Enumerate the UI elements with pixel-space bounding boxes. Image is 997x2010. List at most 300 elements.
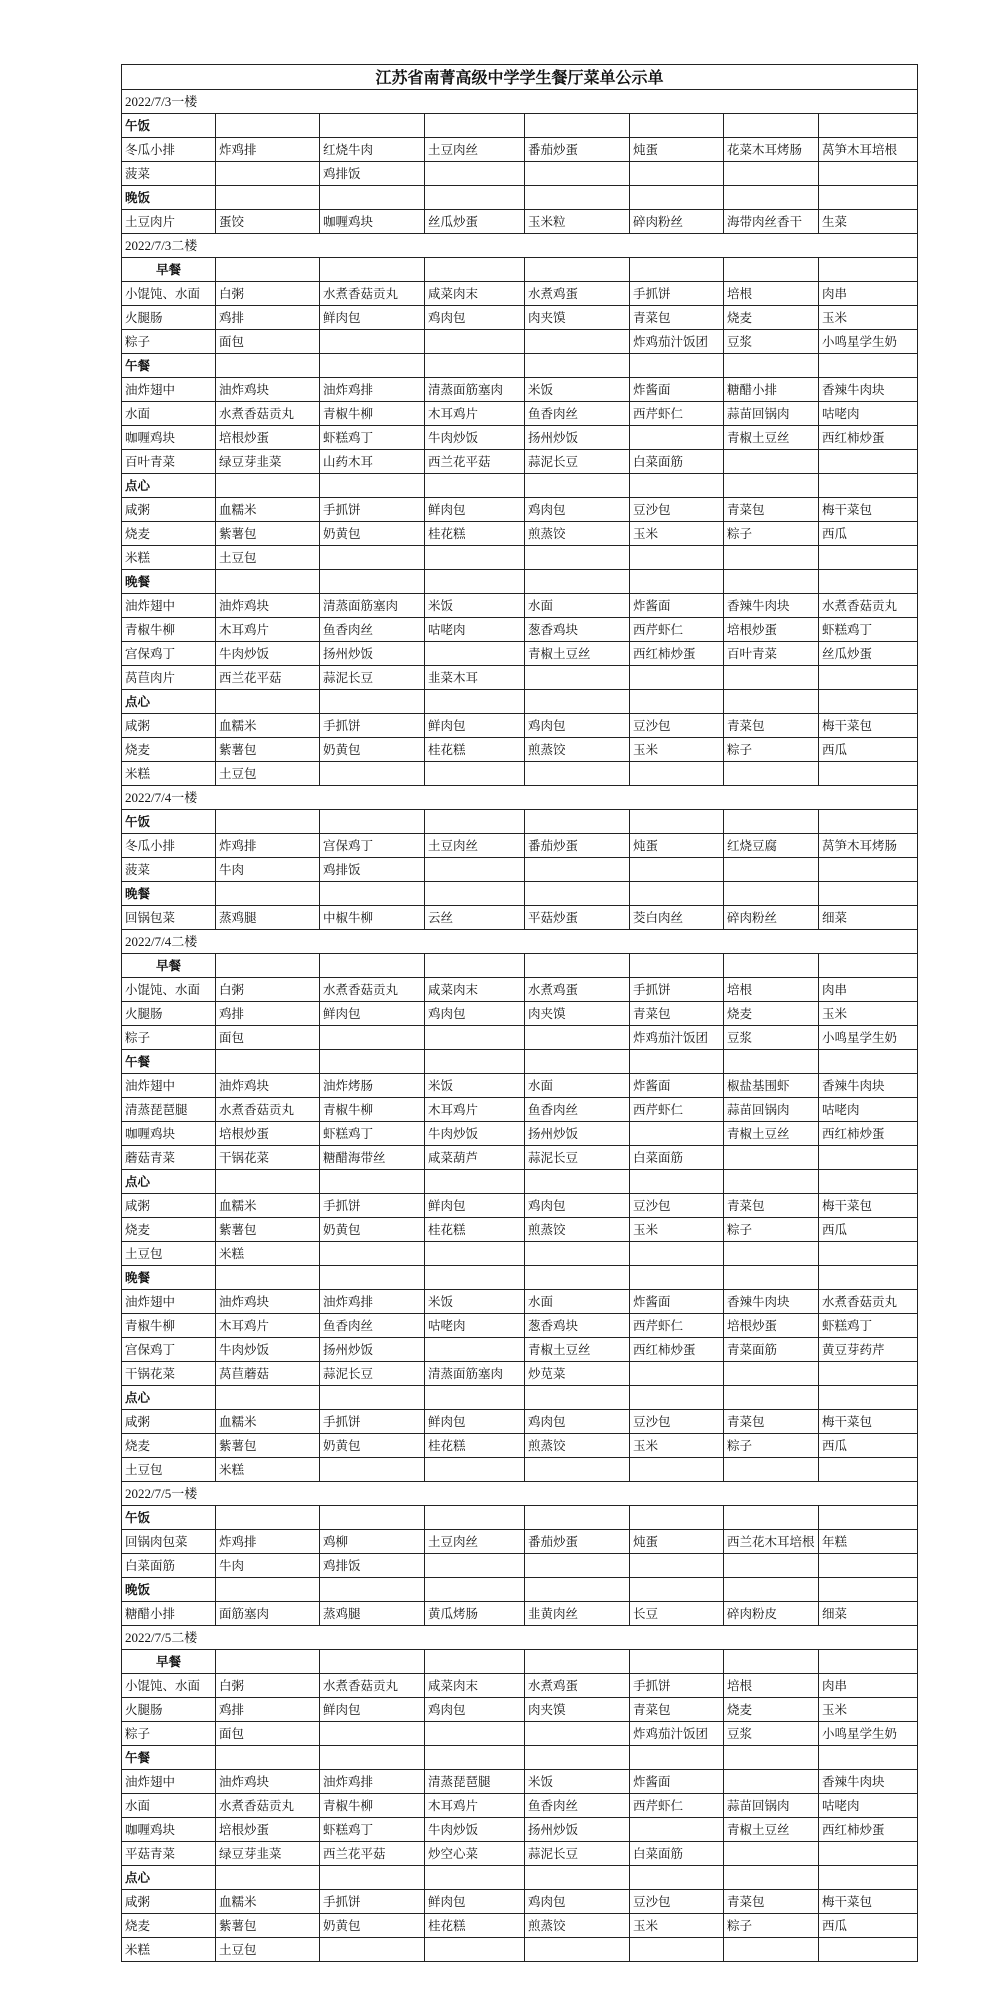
empty-cell xyxy=(724,1578,819,1602)
dish-cell: 蒜泥长豆 xyxy=(525,450,630,474)
meal-header-row xyxy=(122,354,918,378)
dish-cell: 鸡柳 xyxy=(320,1530,425,1554)
dish-cell xyxy=(819,1146,918,1170)
dish-cell: 油炸烤肠 xyxy=(320,1074,425,1098)
dish-cell: 水煮香菇贡丸 xyxy=(216,402,320,426)
dish-cell: 中椒牛柳 xyxy=(320,906,425,930)
dish-cell: 蘑菇青菜 xyxy=(122,1146,216,1170)
dish-cell xyxy=(819,858,918,882)
dish-cell xyxy=(724,1554,819,1578)
dish-cell: 米糕 xyxy=(122,546,216,570)
meal-label: 早餐 xyxy=(122,258,216,282)
dish-cell: 紫薯包 xyxy=(216,738,320,762)
dish-cell: 油炸翅中 xyxy=(122,1770,216,1794)
dish-cell: 云丝 xyxy=(425,906,525,930)
dish-cell: 细菜 xyxy=(819,906,918,930)
dish-cell: 炸鸡排 xyxy=(216,1530,320,1554)
meal-header-row xyxy=(122,186,918,210)
dish-cell: 牛肉炒饭 xyxy=(216,1338,320,1362)
dish-row xyxy=(122,714,918,738)
dish-cell: 青菜包 xyxy=(724,1194,819,1218)
empty-cell xyxy=(425,1578,525,1602)
dish-cell: 青椒土豆丝 xyxy=(724,426,819,450)
empty-cell xyxy=(216,1650,320,1674)
empty-cell xyxy=(216,690,320,714)
dish-cell: 火腿肠 xyxy=(122,306,216,330)
dish-cell: 青菜包 xyxy=(724,714,819,738)
meal-header-row xyxy=(122,690,918,714)
empty-cell xyxy=(819,1866,918,1890)
meal-label: 晚餐 xyxy=(122,1266,216,1290)
dish-cell: 西芹虾仁 xyxy=(630,1794,724,1818)
empty-cell xyxy=(425,1746,525,1770)
empty-cell xyxy=(525,570,630,594)
dish-cell: 鸡肉包 xyxy=(425,1698,525,1722)
dish-cell: 油炸翅中 xyxy=(122,378,216,402)
dish-cell: 蒜泥长豆 xyxy=(525,1842,630,1866)
dish-cell: 肉夹馍 xyxy=(525,1698,630,1722)
dish-cell xyxy=(525,162,630,186)
meal-label: 点心 xyxy=(122,1170,216,1194)
dish-row xyxy=(122,1194,918,1218)
dish-cell: 白菜面筋 xyxy=(122,1554,216,1578)
dish-cell xyxy=(819,450,918,474)
dish-cell: 宫保鸡丁 xyxy=(122,1338,216,1362)
dish-cell: 烧麦 xyxy=(122,1914,216,1938)
dish-cell: 扬州炒饭 xyxy=(320,642,425,666)
dish-cell xyxy=(724,666,819,690)
dish-cell: 西瓜 xyxy=(819,738,918,762)
dish-row xyxy=(122,1434,918,1458)
dish-cell: 水煮鸡蛋 xyxy=(525,978,630,1002)
dish-cell: 蒸鸡腿 xyxy=(216,906,320,930)
dish-cell: 西兰花木耳培根 xyxy=(724,1530,819,1554)
dish-cell xyxy=(630,858,724,882)
empty-cell xyxy=(320,474,425,498)
dish-row xyxy=(122,402,918,426)
dish-cell xyxy=(425,858,525,882)
meal-header-row xyxy=(122,474,918,498)
empty-cell xyxy=(630,690,724,714)
dish-row xyxy=(122,1002,918,1026)
dish-cell: 扬州炒饭 xyxy=(525,426,630,450)
empty-cell xyxy=(724,570,819,594)
dish-row xyxy=(122,1722,918,1746)
empty-cell xyxy=(819,954,918,978)
empty-cell xyxy=(525,1506,630,1530)
dish-cell: 粽子 xyxy=(724,1914,819,1938)
dish-row xyxy=(122,1842,918,1866)
empty-cell xyxy=(819,1386,918,1410)
meal-header-row xyxy=(122,1050,918,1074)
dish-cell: 咸菜葫芦 xyxy=(425,1146,525,1170)
dish-row xyxy=(122,1698,918,1722)
dish-cell: 煎蒸饺 xyxy=(525,522,630,546)
dish-row xyxy=(122,738,918,762)
dish-cell: 糖醋海带丝 xyxy=(320,1146,425,1170)
dish-cell: 木耳鸡片 xyxy=(425,402,525,426)
dish-cell: 桂花糕 xyxy=(425,738,525,762)
empty-cell xyxy=(320,354,425,378)
dish-cell xyxy=(525,1242,630,1266)
empty-cell xyxy=(724,1746,819,1770)
dish-cell: 西芹虾仁 xyxy=(630,1314,724,1338)
dish-cell: 手抓饼 xyxy=(320,1194,425,1218)
empty-cell xyxy=(216,1578,320,1602)
dish-row xyxy=(122,282,918,306)
dish-row xyxy=(122,642,918,666)
dish-cell: 血糯米 xyxy=(216,1410,320,1434)
dish-cell: 绿豆芽韭菜 xyxy=(216,1842,320,1866)
dish-cell: 青椒土豆丝 xyxy=(724,1122,819,1146)
empty-cell xyxy=(819,690,918,714)
dish-cell: 炸酱面 xyxy=(630,1074,724,1098)
dish-cell: 鱼香肉丝 xyxy=(320,1314,425,1338)
dish-cell xyxy=(724,762,819,786)
empty-cell xyxy=(724,1266,819,1290)
dish-row xyxy=(122,1290,918,1314)
dish-cell: 宫保鸡丁 xyxy=(122,642,216,666)
dish-row xyxy=(122,1458,918,1482)
dish-cell: 炸鸡排 xyxy=(216,138,320,162)
empty-cell xyxy=(630,1386,724,1410)
section-date-floor: 2022/7/5一楼 xyxy=(122,1482,918,1506)
dish-cell: 青菜包 xyxy=(630,1698,724,1722)
dish-cell xyxy=(425,1722,525,1746)
dish-cell xyxy=(630,1122,724,1146)
dish-cell xyxy=(320,1242,425,1266)
dish-cell: 水面 xyxy=(122,402,216,426)
dish-cell: 蒜苗回锅肉 xyxy=(724,402,819,426)
dish-cell: 玉米 xyxy=(630,1434,724,1458)
empty-cell xyxy=(630,114,724,138)
empty-cell xyxy=(630,1650,724,1674)
dish-row xyxy=(122,1218,918,1242)
dish-cell: 油炸鸡排 xyxy=(320,1770,425,1794)
meal-label: 晚餐 xyxy=(122,882,216,906)
dish-cell: 鲜肉包 xyxy=(320,306,425,330)
dish-row xyxy=(122,162,918,186)
empty-cell xyxy=(320,1650,425,1674)
dish-cell: 青椒土豆丝 xyxy=(724,1818,819,1842)
dish-cell xyxy=(425,546,525,570)
empty-cell xyxy=(320,1506,425,1530)
dish-cell: 细菜 xyxy=(819,1602,918,1626)
dish-cell: 桂花糕 xyxy=(425,1434,525,1458)
empty-cell xyxy=(724,1506,819,1530)
dish-cell: 炖蛋 xyxy=(630,834,724,858)
dish-cell: 鸡肉包 xyxy=(525,498,630,522)
meal-label: 晚饭 xyxy=(122,1578,216,1602)
dish-cell: 鸡肉包 xyxy=(525,1194,630,1218)
dish-row xyxy=(122,1602,918,1626)
dish-cell: 手抓饼 xyxy=(320,1410,425,1434)
meal-label: 午餐 xyxy=(122,1746,216,1770)
empty-cell xyxy=(525,882,630,906)
dish-cell: 水煮香菇贡丸 xyxy=(819,1290,918,1314)
dish-cell: 油炸鸡块 xyxy=(216,378,320,402)
dish-cell: 米饭 xyxy=(425,594,525,618)
dish-cell: 油炸翅中 xyxy=(122,1074,216,1098)
dish-cell xyxy=(630,1242,724,1266)
empty-cell xyxy=(425,1170,525,1194)
meal-label: 早餐 xyxy=(122,954,216,978)
dish-cell: 水面 xyxy=(525,1074,630,1098)
dish-cell: 土豆肉丝 xyxy=(425,138,525,162)
empty-cell xyxy=(630,1506,724,1530)
dish-row xyxy=(122,450,918,474)
dish-cell: 土豆肉丝 xyxy=(425,834,525,858)
dish-row xyxy=(122,498,918,522)
dish-cell: 水煮鸡蛋 xyxy=(525,282,630,306)
dish-cell xyxy=(819,1842,918,1866)
dish-cell: 牛肉炒饭 xyxy=(425,426,525,450)
dish-cell: 面包 xyxy=(216,1026,320,1050)
dish-cell: 烧麦 xyxy=(122,1218,216,1242)
empty-cell xyxy=(525,1578,630,1602)
dish-cell: 鸡肉包 xyxy=(425,1002,525,1026)
empty-cell xyxy=(320,258,425,282)
empty-cell xyxy=(320,570,425,594)
dish-cell: 小馄饨、水面 xyxy=(122,1674,216,1698)
dish-cell xyxy=(724,162,819,186)
dish-cell: 手抓饼 xyxy=(320,1890,425,1914)
empty-cell xyxy=(525,954,630,978)
dish-cell: 西兰花平菇 xyxy=(320,1842,425,1866)
dish-cell xyxy=(819,762,918,786)
dish-cell: 红烧牛肉 xyxy=(320,138,425,162)
dish-cell xyxy=(320,330,425,354)
dish-cell: 木耳鸡片 xyxy=(425,1794,525,1818)
dish-cell: 煎蒸饺 xyxy=(525,1914,630,1938)
dish-cell: 冬瓜小排 xyxy=(122,834,216,858)
dish-cell: 白菜面筋 xyxy=(630,1146,724,1170)
dish-cell: 手抓饼 xyxy=(630,282,724,306)
empty-cell xyxy=(819,1506,918,1530)
dish-cell: 桂花糕 xyxy=(425,1218,525,1242)
dish-cell: 菠菜 xyxy=(122,162,216,186)
empty-cell xyxy=(216,570,320,594)
dish-cell xyxy=(819,1458,918,1482)
dish-cell: 炖蛋 xyxy=(630,1530,724,1554)
dish-cell: 扬州炒饭 xyxy=(320,1338,425,1362)
dish-cell xyxy=(425,762,525,786)
empty-cell xyxy=(819,1578,918,1602)
dish-cell: 番茄炒蛋 xyxy=(525,1530,630,1554)
empty-cell xyxy=(425,186,525,210)
empty-cell xyxy=(320,1050,425,1074)
dish-cell: 青菜包 xyxy=(724,498,819,522)
dish-cell: 炸鸡茄汁饭团 xyxy=(630,1722,724,1746)
dish-cell: 西红柿炒蛋 xyxy=(630,1338,724,1362)
empty-cell xyxy=(724,810,819,834)
dish-row xyxy=(122,378,918,402)
dish-cell: 咕咾肉 xyxy=(819,1098,918,1122)
dish-cell: 煎蒸饺 xyxy=(525,1218,630,1242)
empty-cell xyxy=(425,1386,525,1410)
dish-cell: 培根 xyxy=(724,978,819,1002)
dish-cell: 咸粥 xyxy=(122,1194,216,1218)
dish-cell: 粽子 xyxy=(122,1722,216,1746)
dish-cell: 蒜泥长豆 xyxy=(320,1362,425,1386)
dish-cell xyxy=(425,1242,525,1266)
dish-cell: 紫薯包 xyxy=(216,522,320,546)
dish-cell: 油炸翅中 xyxy=(122,594,216,618)
dish-cell: 奶黄包 xyxy=(320,522,425,546)
dish-cell: 豆沙包 xyxy=(630,1194,724,1218)
dish-cell: 青椒牛柳 xyxy=(122,1314,216,1338)
empty-cell xyxy=(724,474,819,498)
dish-cell: 牛肉 xyxy=(216,1554,320,1578)
dish-cell: 鸡排 xyxy=(216,1002,320,1026)
dish-cell: 茭白肉丝 xyxy=(630,906,724,930)
dish-row xyxy=(122,594,918,618)
dish-cell: 豆浆 xyxy=(724,1722,819,1746)
dish-cell: 青椒牛柳 xyxy=(320,402,425,426)
dish-cell xyxy=(724,1146,819,1170)
empty-cell xyxy=(819,1170,918,1194)
dish-row xyxy=(122,1554,918,1578)
dish-cell xyxy=(425,1938,525,1962)
meal-label: 午饭 xyxy=(122,114,216,138)
dish-cell: 黄瓜烤肠 xyxy=(425,1602,525,1626)
meal-header-row xyxy=(122,1578,918,1602)
dish-cell xyxy=(525,1458,630,1482)
dish-cell: 干锅花菜 xyxy=(122,1362,216,1386)
dish-cell: 蒸鸡腿 xyxy=(320,1602,425,1626)
dish-cell: 鱼香肉丝 xyxy=(525,1098,630,1122)
dish-cell: 牛肉炒饭 xyxy=(425,1818,525,1842)
dish-cell: 炸鸡茄汁饭团 xyxy=(630,1026,724,1050)
dish-cell xyxy=(819,162,918,186)
empty-cell xyxy=(425,474,525,498)
dish-cell: 煎蒸饺 xyxy=(525,738,630,762)
dish-cell: 牛肉 xyxy=(216,858,320,882)
empty-cell xyxy=(320,1266,425,1290)
empty-cell xyxy=(425,882,525,906)
dish-cell: 米饭 xyxy=(425,1290,525,1314)
dish-cell: 西红柿炒蛋 xyxy=(819,1818,918,1842)
dish-cell: 鲜肉包 xyxy=(320,1002,425,1026)
dish-cell: 鲜肉包 xyxy=(425,1194,525,1218)
dish-cell: 青椒土豆丝 xyxy=(525,642,630,666)
empty-cell xyxy=(724,1050,819,1074)
dish-cell: 土豆包 xyxy=(216,1938,320,1962)
dish-cell xyxy=(724,1362,819,1386)
dish-cell: 小馄饨、水面 xyxy=(122,282,216,306)
dish-cell: 炸酱面 xyxy=(630,378,724,402)
dish-cell: 鲜肉包 xyxy=(320,1698,425,1722)
meal-header-row xyxy=(122,1506,918,1530)
empty-cell xyxy=(320,810,425,834)
dish-cell: 清蒸琵琶腿 xyxy=(425,1770,525,1794)
meal-label: 点心 xyxy=(122,690,216,714)
dish-cell: 鱼香肉丝 xyxy=(320,618,425,642)
dish-cell: 香辣牛肉块 xyxy=(724,1290,819,1314)
section-date-floor: 2022/7/3二楼 xyxy=(122,234,918,258)
empty-cell xyxy=(320,882,425,906)
dish-cell: 培根 xyxy=(724,1674,819,1698)
dish-cell: 血糯米 xyxy=(216,1890,320,1914)
dish-cell: 鸡排饭 xyxy=(320,1554,425,1578)
dish-cell: 油炸鸡块 xyxy=(216,1290,320,1314)
dish-cell: 蛋饺 xyxy=(216,210,320,234)
dish-cell: 火腿肠 xyxy=(122,1698,216,1722)
meal-header-row xyxy=(122,1266,918,1290)
dish-cell: 油炸翅中 xyxy=(122,1290,216,1314)
dish-cell: 水煮鸡蛋 xyxy=(525,1674,630,1698)
empty-cell xyxy=(630,1050,724,1074)
empty-cell xyxy=(630,474,724,498)
dish-cell xyxy=(724,1938,819,1962)
empty-cell xyxy=(630,258,724,282)
dish-cell: 手抓饼 xyxy=(320,498,425,522)
dish-cell: 鸡肉包 xyxy=(425,306,525,330)
dish-cell: 西红柿炒蛋 xyxy=(819,1122,918,1146)
dish-cell: 韭菜木耳 xyxy=(425,666,525,690)
dish-cell xyxy=(819,1242,918,1266)
dish-cell: 回锅肉包菜 xyxy=(122,1530,216,1554)
dish-cell xyxy=(819,546,918,570)
empty-cell xyxy=(425,690,525,714)
empty-cell xyxy=(630,882,724,906)
empty-cell xyxy=(525,1170,630,1194)
dish-cell: 炸鸡排 xyxy=(216,834,320,858)
empty-cell xyxy=(216,258,320,282)
empty-cell xyxy=(216,1866,320,1890)
dish-cell xyxy=(425,330,525,354)
dish-row xyxy=(122,978,918,1002)
dish-cell: 肉串 xyxy=(819,1674,918,1698)
dish-cell xyxy=(819,1938,918,1962)
dish-cell: 香辣牛肉块 xyxy=(819,1074,918,1098)
empty-cell xyxy=(320,954,425,978)
meal-header-row xyxy=(122,1170,918,1194)
dish-cell: 鸡排 xyxy=(216,1698,320,1722)
empty-cell xyxy=(216,1050,320,1074)
dish-cell xyxy=(525,546,630,570)
dish-cell: 土豆包 xyxy=(216,762,320,786)
empty-cell xyxy=(724,690,819,714)
meal-header-row xyxy=(122,1650,918,1674)
dish-cell: 咖喱鸡块 xyxy=(122,1122,216,1146)
dish-cell: 碎肉粉皮 xyxy=(724,1602,819,1626)
dish-row xyxy=(122,522,918,546)
section-date-row xyxy=(122,930,918,954)
dish-cell: 米饭 xyxy=(425,1074,525,1098)
dish-cell: 莴苣肉片 xyxy=(122,666,216,690)
dish-cell: 培根炒蛋 xyxy=(724,618,819,642)
dish-cell: 豆沙包 xyxy=(630,714,724,738)
dish-cell: 白粥 xyxy=(216,1674,320,1698)
dish-cell: 培根炒蛋 xyxy=(216,1122,320,1146)
dish-cell: 碎肉粉丝 xyxy=(630,210,724,234)
dish-cell: 水煮香菇贡丸 xyxy=(216,1794,320,1818)
menu-table xyxy=(121,64,918,1962)
empty-cell xyxy=(216,954,320,978)
dish-cell xyxy=(630,1818,724,1842)
empty-cell xyxy=(819,474,918,498)
empty-cell xyxy=(819,1266,918,1290)
dish-cell: 鸡肉包 xyxy=(525,1890,630,1914)
empty-cell xyxy=(320,186,425,210)
dish-cell: 鲜肉包 xyxy=(425,1890,525,1914)
empty-cell xyxy=(425,354,525,378)
dish-cell: 豆浆 xyxy=(724,330,819,354)
dish-row xyxy=(122,546,918,570)
dish-cell xyxy=(819,1362,918,1386)
dish-cell xyxy=(525,666,630,690)
